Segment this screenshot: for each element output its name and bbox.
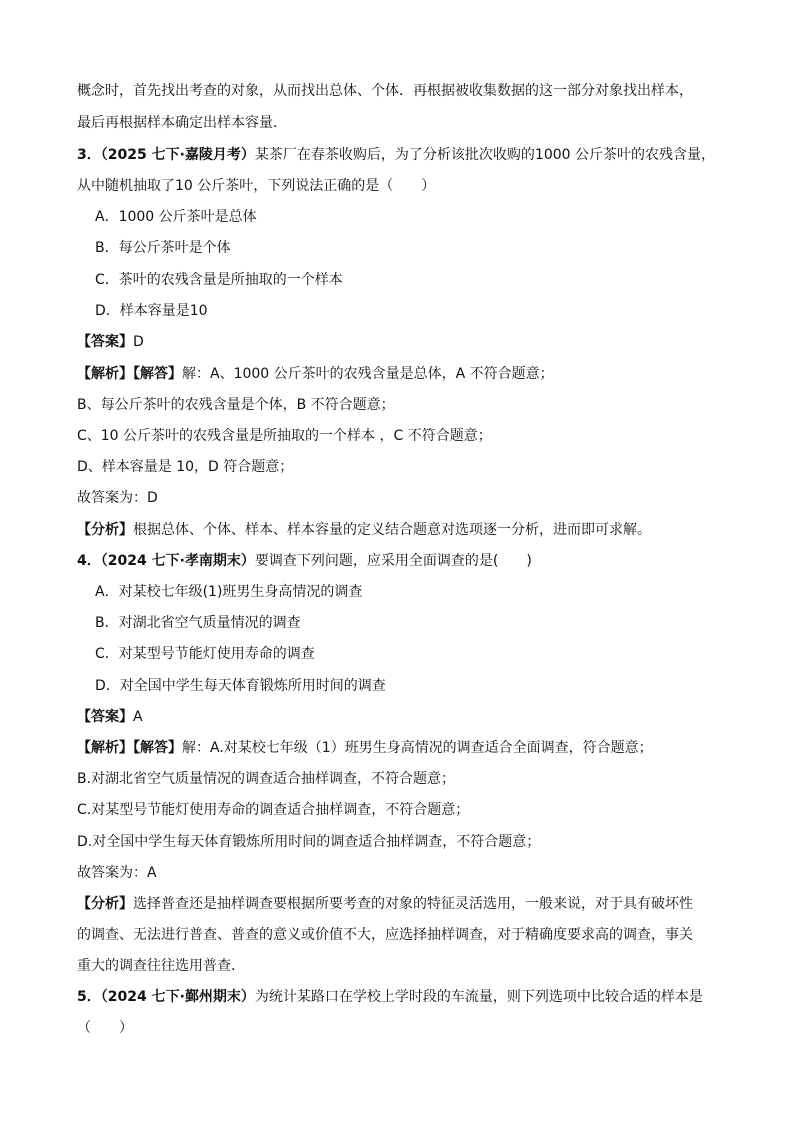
fenxi-tag: 【分析】 bbox=[77, 896, 133, 912]
option-a: A．1000 公斤茶叶是总体 bbox=[95, 209, 257, 225]
analysis-line: 故答案为：D bbox=[77, 490, 158, 506]
analysis-tag: 【解析】【解答】 bbox=[77, 366, 182, 382]
analysis-line bbox=[77, 364, 554, 384]
fenxi-line: 的调查、无法进行普查、普查的意义或价值不大，应选择抽样调查，对于精确度要求高的调查，事关 bbox=[77, 927, 693, 943]
option-a: A．对某校七年级(1)班男生身高情况的调查 bbox=[95, 584, 363, 600]
answer-tag: 【答案】 bbox=[77, 334, 133, 350]
fenxi-tag: 【分析】 bbox=[77, 522, 133, 538]
fenxi-text: 根据总体、个体、样本、样本容量的定义结合题意对选项逐一分析，进而即可求解。 bbox=[133, 522, 651, 538]
option-b: B．每公斤茶叶是个体 bbox=[95, 240, 231, 256]
question-source: （2025 七下·嘉陵月考） bbox=[100, 147, 255, 163]
fenxi-line: 重大的调查往往选用普查． bbox=[77, 958, 245, 974]
question-3-stem-cont: 从中随机抽取了10 公斤茶叶，下列说法正确的是（ ） bbox=[77, 178, 436, 194]
fenxi-line bbox=[77, 894, 693, 914]
question-text: 为统计某路口在学校上学时段的车流量，则下列选项中比较合适的样本是 bbox=[254, 989, 703, 1005]
analysis-text: 解：A、1000 公斤茶叶的农残含量是总体，A 不符合题意； bbox=[182, 366, 554, 382]
question-number: 5． bbox=[77, 989, 101, 1005]
analysis-line: D.对全国中学生每天体育锻炼所用时间的调查适合抽样调查，不符合题意； bbox=[77, 834, 541, 850]
question-number: 4． bbox=[77, 553, 101, 569]
option-c: C．对某型号节能灯使用寿命的调查 bbox=[95, 646, 315, 662]
intro-line-2: 最后再根据样本确定出样本容量． bbox=[77, 115, 287, 131]
question-text: 某茶厂在春茶收购后，为了分析该批次收购的1000 公斤茶叶的农残含量， bbox=[254, 147, 715, 163]
analysis-tag: 【解析】【解答】 bbox=[77, 740, 182, 756]
answer-line bbox=[77, 707, 143, 727]
question-3-stem bbox=[77, 145, 715, 165]
answer-value: A bbox=[133, 709, 143, 725]
question-4-stem bbox=[77, 551, 532, 571]
analysis-line: C、10 公斤茶叶的农残含量是所抽取的一个样本 ，C 不符合题意； bbox=[77, 428, 492, 444]
question-number: 3． bbox=[77, 147, 101, 163]
option-b: B．对湖北省空气质量情况的调查 bbox=[95, 615, 301, 631]
analysis-line: D、样本容量是 10，D 符合题意； bbox=[77, 459, 294, 475]
fenxi-text: 选择普查还是抽样调查要根据所要考查的对象的特征灵活选用，一般来说，对于具有破坏性 bbox=[133, 896, 693, 912]
question-source: （2024 七下·鄞州期末） bbox=[100, 989, 255, 1005]
fenxi-line bbox=[77, 520, 651, 540]
question-5-stem-cont: （ ） bbox=[77, 1020, 133, 1036]
option-d: D．对全国中学生每天体育锻炼所用时间的调查 bbox=[95, 678, 386, 694]
answer-line bbox=[77, 332, 144, 352]
intro-line-1: 概念时，首先找出考查的对象，从而找出总体、个体．再根据被收集数据的这一部分对象找出样本， bbox=[77, 83, 693, 99]
option-c: C．茶叶的农残含量是所抽取的一个样本 bbox=[95, 272, 343, 288]
question-source: （2024 七下·孝南期末） bbox=[100, 553, 255, 569]
answer-tag: 【答案】 bbox=[77, 709, 133, 725]
analysis-line: B、每公斤茶叶的农残含量是个体，B 不符合题意； bbox=[77, 397, 395, 413]
option-d: D．样本容量是10 bbox=[95, 303, 208, 319]
analysis-line: C.对某型号节能灯使用寿命的调查适合抽样调查，不符合题意； bbox=[77, 802, 470, 818]
answer-value: D bbox=[133, 334, 144, 350]
analysis-text: 解：A.对某校七年级（1）班男生身高情况的调查适合全面调查，符合题意； bbox=[182, 740, 653, 756]
question-text: 要调查下列问题，应采用全面调查的是( ) bbox=[254, 553, 532, 569]
analysis-line: 故答案为：A bbox=[77, 865, 157, 881]
analysis-line bbox=[77, 738, 653, 758]
question-5-stem bbox=[77, 987, 703, 1007]
analysis-line: B.对湖北省空气质量情况的调查适合抽样调查，不符合题意； bbox=[77, 771, 456, 787]
